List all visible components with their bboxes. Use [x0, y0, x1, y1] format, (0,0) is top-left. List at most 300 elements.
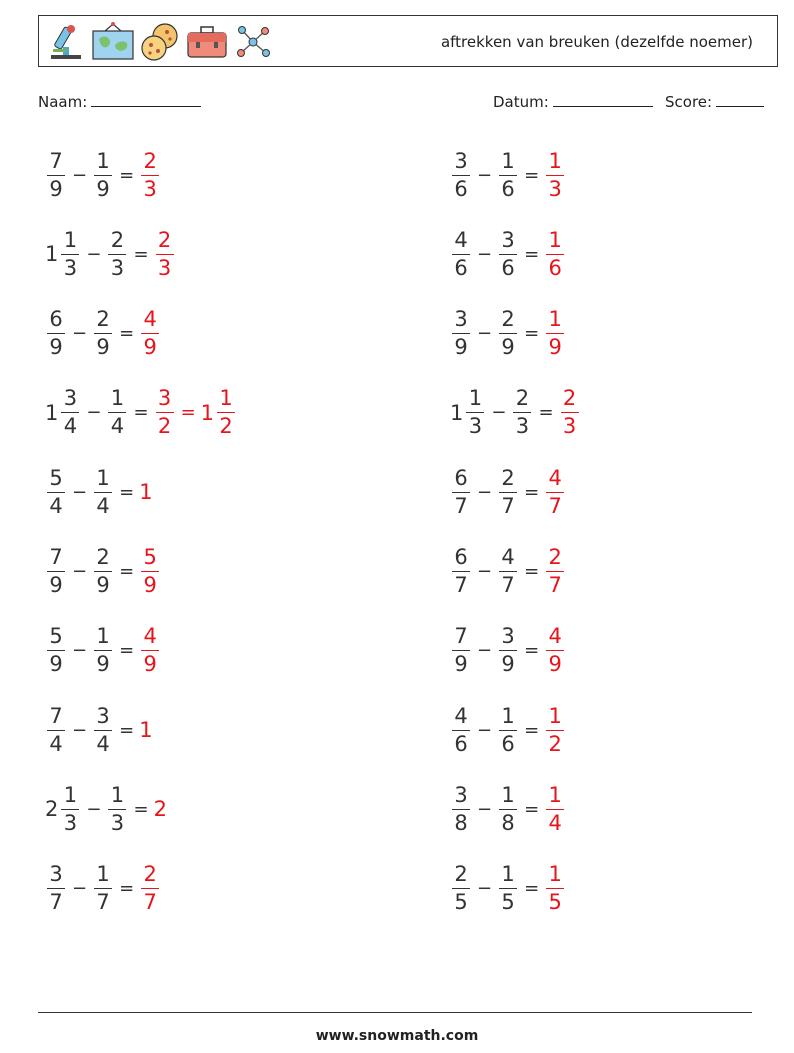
denominator: 6: [499, 175, 517, 200]
minus-sign: −: [86, 243, 102, 265]
answer-value: [544, 227, 566, 280]
numerator: 2: [515, 386, 530, 411]
date-field: [493, 92, 653, 111]
subtrahend: [497, 148, 519, 201]
fraction: [141, 547, 159, 596]
fraction: [452, 227, 470, 280]
numerator: 6: [49, 307, 63, 332]
denominator: 7: [546, 492, 564, 517]
minuend: [45, 703, 67, 756]
minuend: [450, 388, 486, 437]
subtrahend: [497, 864, 519, 913]
answer-value: [559, 388, 581, 437]
cookies-icon: [139, 21, 181, 63]
minus-sign: −: [72, 640, 88, 662]
minus-sign: −: [72, 481, 88, 503]
numerator: 3: [454, 148, 468, 173]
numerator: 1: [548, 862, 562, 887]
numerator: 7: [49, 545, 63, 569]
numerator: 2: [110, 227, 125, 252]
denominator: 9: [546, 333, 564, 358]
denominator: 9: [499, 333, 517, 358]
fraction: [546, 703, 564, 756]
fraction: [452, 309, 470, 358]
minuend: [45, 864, 67, 913]
answer-value: [139, 718, 153, 742]
fraction: [94, 547, 112, 596]
fraction: [47, 864, 65, 913]
equals-sign: =: [524, 561, 540, 582]
fraction: [499, 227, 517, 280]
denominator: 4: [108, 412, 126, 437]
numerator: 1: [548, 227, 562, 252]
problem-item: [45, 383, 237, 443]
fraction: [47, 148, 65, 201]
subtrahend: [92, 148, 114, 201]
answer: [544, 703, 566, 756]
equals-sign: =: [524, 323, 540, 345]
minuend: [450, 547, 472, 596]
numerator: 3: [96, 703, 110, 728]
numerator: 1: [63, 782, 78, 807]
fraction: [546, 547, 564, 596]
denominator: 9: [47, 650, 65, 675]
numerator: 1: [110, 386, 125, 411]
numerator: 7: [49, 703, 63, 728]
map-icon: [91, 21, 135, 63]
numerator: 7: [49, 148, 63, 173]
fraction: [47, 703, 65, 756]
minus-sign: −: [477, 323, 493, 345]
problem-item: [45, 462, 154, 522]
answer-value: [154, 797, 168, 821]
name-line[interactable]: [91, 92, 201, 107]
numerator: 3: [49, 862, 63, 887]
equals-sign: =: [524, 243, 540, 265]
fraction: [546, 148, 564, 201]
fraction: [47, 626, 65, 675]
answer-value: [139, 309, 161, 358]
footer-divider: [38, 1012, 752, 1013]
numerator: 2: [143, 148, 157, 173]
denominator: 3: [466, 412, 484, 437]
fraction: [141, 626, 159, 675]
answer: [139, 718, 153, 742]
equals-sign: =: [133, 243, 149, 265]
answer: [139, 626, 161, 675]
subtrahend: [92, 309, 114, 358]
numerator: 2: [143, 862, 157, 887]
minus-sign: −: [477, 561, 493, 582]
answer-value: [154, 388, 176, 437]
answer: [544, 782, 566, 835]
minuend: [450, 703, 472, 756]
denominator: 3: [61, 809, 79, 834]
subtrahend: [497, 626, 519, 675]
problem-item: [45, 145, 161, 205]
minus-sign: −: [72, 878, 88, 900]
numerator: 1: [96, 624, 110, 649]
numerator: 2: [562, 386, 577, 411]
denominator: 9: [452, 650, 470, 675]
fraction: [452, 626, 470, 675]
fraction: [546, 309, 564, 358]
subtrahend: [92, 547, 114, 596]
denominator: 2: [546, 730, 564, 755]
equals-sign: =: [524, 481, 540, 503]
equals-sign: =: [524, 164, 540, 186]
denominator: 3: [61, 254, 79, 279]
subtrahend: [497, 547, 519, 596]
numerator: 1: [96, 862, 110, 887]
fraction: [452, 148, 470, 201]
denominator: 4: [94, 492, 112, 517]
problem-item: [45, 621, 161, 681]
fraction: [141, 864, 159, 913]
minus-sign: −: [86, 402, 102, 424]
answer-value: [544, 703, 566, 756]
answer: [139, 864, 161, 913]
whole-number: 1: [200, 400, 215, 425]
equals-sign: =: [119, 561, 135, 582]
fraction: [546, 782, 564, 835]
numerator: 1: [548, 148, 562, 173]
denominator: 8: [499, 809, 517, 834]
denominator: 2: [217, 412, 235, 437]
equals-sign: =: [119, 719, 135, 741]
denominator: 8: [452, 809, 470, 834]
fraction: [499, 547, 517, 596]
whole-number: 1: [45, 242, 59, 267]
fraction: [466, 388, 484, 437]
date-line[interactable]: [553, 92, 653, 107]
numerator: 4: [454, 227, 468, 252]
minuend: [450, 309, 472, 358]
minuend: [45, 547, 67, 596]
whole-number: 2: [45, 797, 59, 822]
fraction: [499, 148, 517, 201]
equals-sign: =: [133, 798, 149, 820]
denominator: 6: [452, 730, 470, 755]
numerator: 1: [501, 148, 515, 173]
fraction: [94, 626, 112, 675]
equals-sign: =: [133, 402, 149, 424]
whole-number: 2: [153, 797, 167, 822]
fraction: [47, 547, 65, 596]
minus-sign: −: [72, 719, 88, 741]
whole-number: 1: [45, 400, 59, 425]
equals-sign: =: [119, 323, 135, 345]
worksheet-title: aftrekken van breuken (dezelfde noemer): [440, 33, 753, 51]
minus-sign: −: [72, 164, 88, 186]
denominator: 9: [546, 650, 564, 675]
denominator: 7: [499, 571, 517, 596]
numerator: 7: [454, 624, 468, 649]
problem-item: [45, 542, 161, 602]
denominator: 4: [61, 412, 79, 437]
problem-item: [450, 462, 566, 522]
fraction: [141, 148, 159, 201]
fraction: [546, 626, 564, 675]
equals-sign: =: [538, 402, 554, 424]
equals-sign: =: [524, 878, 540, 900]
minuend: [450, 626, 472, 675]
problem-item: [450, 145, 566, 205]
fraction: [61, 782, 79, 835]
answer: [544, 309, 566, 358]
subtrahend: [92, 626, 114, 675]
minus-sign: −: [491, 402, 507, 424]
numerator: 2: [454, 862, 468, 887]
numerator: 2: [96, 545, 110, 569]
fraction: [499, 703, 517, 756]
worksheet-header: [38, 15, 778, 67]
molecule-icon: [233, 21, 273, 63]
problem-item: [450, 383, 581, 443]
denominator: 3: [561, 412, 579, 437]
denominator: 6: [452, 254, 470, 279]
numerator: 2: [501, 307, 515, 332]
denominator: 7: [452, 571, 470, 596]
answer-value: [544, 309, 566, 358]
numerator: 3: [501, 227, 515, 252]
problem-item: [45, 224, 176, 284]
minus-sign: −: [477, 640, 493, 662]
denominator: 9: [141, 571, 159, 596]
fraction: [513, 388, 531, 437]
minus-sign: −: [86, 798, 102, 820]
fraction: [452, 703, 470, 756]
fraction: [108, 227, 126, 280]
numerator: 1: [548, 703, 562, 728]
numerator: 1: [501, 862, 515, 887]
denominator: 9: [141, 333, 159, 358]
denominator: 9: [94, 333, 112, 358]
problem-item: [45, 779, 168, 839]
denominator: 7: [499, 492, 517, 517]
numerator: 1: [548, 307, 562, 332]
denominator: 9: [94, 571, 112, 596]
answer-value: [139, 480, 153, 504]
fraction: [94, 703, 112, 756]
date-label: Datum:: [493, 93, 549, 111]
numerator: 5: [49, 624, 63, 649]
fraction: [156, 388, 174, 437]
numerator: 2: [157, 227, 172, 252]
fraction: [156, 227, 174, 280]
denominator: 6: [499, 254, 517, 279]
minus-sign: −: [72, 561, 88, 582]
denominator: 9: [94, 650, 112, 675]
denominator: 4: [546, 809, 564, 834]
numerator: 1: [219, 386, 233, 411]
denominator: 6: [452, 175, 470, 200]
minuend: [45, 227, 81, 280]
numerator: 4: [548, 465, 562, 490]
minuend: [450, 465, 472, 518]
answer-value: [139, 148, 161, 201]
denominator: 9: [47, 333, 65, 358]
minus-sign: −: [477, 243, 493, 265]
denominator: 9: [47, 175, 65, 200]
fraction: [217, 388, 235, 437]
denominator: 7: [546, 571, 564, 596]
minuend: [45, 626, 67, 675]
denominator: 9: [94, 175, 112, 200]
answer-value: [544, 148, 566, 201]
denominator: 5: [452, 888, 470, 913]
subtrahend: [511, 388, 533, 437]
problem-item: [450, 700, 566, 760]
name-label: Naam:: [38, 93, 88, 111]
minus-sign: −: [477, 481, 493, 503]
minuend: [45, 782, 81, 835]
answer: [544, 864, 566, 913]
minus-sign: −: [72, 323, 88, 345]
subtrahend: [497, 465, 519, 518]
briefcase-icon: [185, 21, 229, 63]
problem-item: [45, 700, 154, 760]
fraction: [94, 148, 112, 201]
fraction: [94, 309, 112, 358]
answer-value: [544, 626, 566, 675]
footer-url: www.snowmath.com: [315, 1028, 479, 1044]
answer: [139, 148, 161, 201]
fraction: [141, 309, 159, 358]
fraction: [61, 388, 79, 437]
denominator: 9: [141, 650, 159, 675]
equals-sign: =: [524, 798, 540, 820]
subtrahend: [106, 227, 128, 280]
problem-item: [450, 224, 566, 284]
answer-value: [544, 465, 566, 518]
fraction: [499, 309, 517, 358]
answer: [544, 465, 566, 518]
denominator: 9: [499, 650, 517, 675]
denominator: 3: [546, 175, 564, 200]
minuend: [450, 227, 472, 280]
denominator: 4: [94, 730, 112, 755]
fraction: [94, 864, 112, 913]
denominator: 7: [94, 888, 112, 913]
fraction: [61, 227, 79, 280]
denominator: 2: [156, 412, 174, 437]
numerator: 4: [143, 307, 157, 332]
answer: [559, 388, 581, 437]
subtrahend: [92, 465, 114, 518]
numerator: 5: [49, 465, 63, 490]
minus-sign: −: [477, 798, 493, 820]
numerator: 1: [96, 465, 110, 490]
answer-value: [544, 782, 566, 835]
numerator: 5: [143, 545, 157, 569]
fraction: [452, 547, 470, 596]
numerator: 1: [110, 782, 125, 807]
answer: [139, 547, 161, 596]
answer: [154, 797, 168, 821]
minus-sign: −: [477, 719, 493, 741]
whole-number: 1: [139, 718, 153, 743]
fraction: [47, 465, 65, 518]
numerator: 3: [157, 386, 172, 411]
subtrahend: [92, 703, 114, 756]
numerator: 1: [468, 386, 483, 411]
fraction: [108, 782, 126, 835]
fraction: [47, 309, 65, 358]
numerator: 4: [501, 545, 515, 569]
denominator: 3: [141, 175, 159, 200]
equals-sign: =: [524, 719, 540, 741]
answer: [544, 547, 566, 596]
answer-value: [139, 547, 161, 596]
minuend: [450, 864, 472, 913]
numerator: 3: [63, 386, 78, 411]
problem-item: [450, 859, 566, 919]
numerator: 2: [96, 307, 110, 332]
minuend: [45, 148, 67, 201]
numerator: 6: [454, 465, 468, 490]
denominator: 9: [452, 333, 470, 358]
header-icons: [45, 20, 273, 64]
fraction: [561, 388, 579, 437]
subtrahend: [106, 388, 128, 437]
answer-value: [544, 864, 566, 913]
subtrahend: [497, 227, 519, 280]
numerator: 4: [454, 703, 468, 728]
numerator: 4: [548, 624, 562, 649]
answer: [139, 309, 161, 358]
numerator: 4: [143, 624, 157, 649]
answer-value: [201, 388, 237, 437]
denominator: 7: [452, 492, 470, 517]
answer-value: [154, 227, 176, 280]
denominator: 6: [546, 254, 564, 279]
fraction: [452, 782, 470, 835]
score-line[interactable]: [716, 92, 764, 107]
problem-item: [45, 304, 161, 364]
answer: [544, 148, 566, 201]
fraction: [499, 782, 517, 835]
answer: [544, 227, 566, 280]
answer: [544, 626, 566, 675]
numerator: 2: [501, 465, 515, 490]
problem-item: [450, 304, 566, 364]
denominator: 7: [141, 888, 159, 913]
equals-sign: =: [180, 402, 196, 424]
fraction: [546, 864, 564, 913]
denominator: 3: [108, 254, 126, 279]
fraction: [452, 465, 470, 518]
numerator: 1: [548, 782, 562, 807]
denominator: 6: [499, 730, 517, 755]
minus-sign: −: [477, 164, 493, 186]
equals-sign: =: [119, 164, 135, 186]
minus-sign: −: [477, 878, 493, 900]
subtrahend: [497, 703, 519, 756]
answer-value: [139, 864, 161, 913]
denominator: 4: [47, 492, 65, 517]
problem-item: [450, 779, 566, 839]
subtrahend: [497, 782, 519, 835]
whole-number: 1: [139, 480, 153, 505]
equals-sign: =: [524, 640, 540, 662]
answer: [139, 480, 153, 504]
numerator: 1: [63, 227, 78, 252]
subtrahend: [92, 864, 114, 913]
microscope-icon: [45, 21, 87, 63]
minuend: [45, 388, 81, 437]
denominator: 3: [108, 809, 126, 834]
